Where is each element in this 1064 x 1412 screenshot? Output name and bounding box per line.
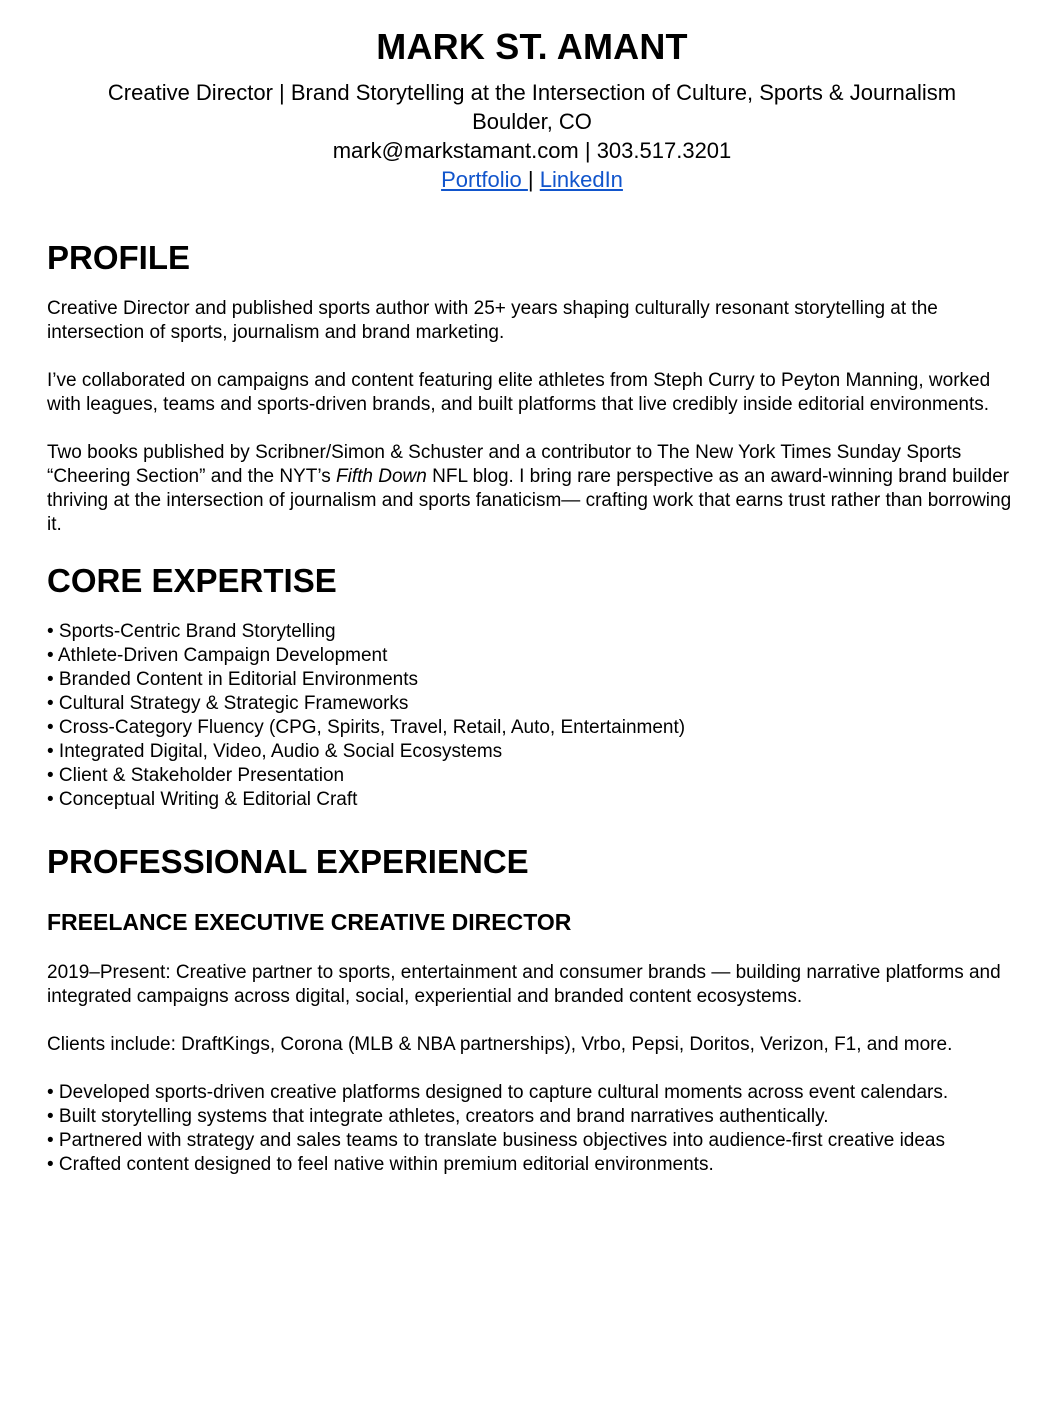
profile-paragraph-2: I’ve collaborated on campaigns and content featuring elite athletes from Steph Curry to Peyton Manning, worked with leagues, teams and sports-driven brands, and built platforms that live credibly inside editorial environments. xyxy=(47,370,991,415)
role-summary: 2019–Present: Creative partner to sports, entertainment and consumer brands — building narrative platforms and integrated campaigns across digital, social, experiential and branded content ecosystems. xyxy=(47,962,1001,1007)
portfolio-link[interactable]: Portfolio xyxy=(441,167,528,192)
professional-experience-heading: PROFESSIONAL EXPERIENCE xyxy=(47,843,529,880)
profile-links xyxy=(47,165,1017,194)
link-separator: | xyxy=(527,167,540,192)
expertise-item: • Branded Content in Editorial Environments xyxy=(47,669,419,690)
fifth-down-title: Fifth Down xyxy=(336,466,427,487)
resume-header xyxy=(47,0,1017,194)
role-title: FREELANCE EXECUTIVE CREATIVE DIRECTOR xyxy=(47,909,572,935)
profile-paragraph-3-end: NFL blog. I bring rare perspective as an award-winning brand builder thriving at the intersection of journalism and sports fanaticism— crafting work that earns trust rather than borrowing it. xyxy=(47,466,1012,535)
role-bullet: • Developed sports-driven creative platforms designed to capture cultural moments across event calendars. xyxy=(47,1082,949,1103)
role-details xyxy=(47,961,1017,1177)
profile-heading: PROFILE xyxy=(47,239,191,276)
tagline: Creative Director | Brand Storytelling at the Intersection of Culture, Sports & Journalism xyxy=(107,80,957,105)
role-clients: Clients include: DraftKings, Corona (MLB & NBA partnerships), Vrbo, Pepsi, Doritos, Verizon, F1, and more. xyxy=(47,1034,953,1055)
expertise-item: • Athlete-Driven Campaign Development xyxy=(47,645,388,666)
location: Boulder, CO xyxy=(472,109,592,134)
core-expertise-list xyxy=(47,620,1017,812)
role-bullet: • Built storytelling systems that integrate athletes, creators and brand narratives authentically. xyxy=(47,1106,829,1127)
candidate-name: MARK ST. AMANT xyxy=(376,26,688,67)
expertise-item: • Client & Stakeholder Presentation xyxy=(47,765,345,786)
header-details xyxy=(47,78,1017,194)
expertise-item: • Integrated Digital, Video, Audio & Social Ecosystems xyxy=(47,741,503,762)
contact-info: mark@markstamant.com | 303.517.3201 xyxy=(332,138,732,163)
profile-section xyxy=(47,297,1017,537)
linkedin-link[interactable]: LinkedIn xyxy=(539,167,623,192)
profile-paragraph-3-start: Two books published by Scribner/Simon & Schuster and a contributor to The New York Times Sunday Sports “Cheering Section” and the NYT’s xyxy=(47,442,962,487)
profile-paragraph-1: Creative Director and published sports author with 25+ years shaping culturally resonant storytelling at the intersection of sports, journalism and brand marketing. xyxy=(47,298,938,343)
expertise-item: • Cultural Strategy & Strategic Frameworks xyxy=(47,693,409,714)
expertise-item: • Cross-Category Fluency (CPG, Spirits, Travel, Retail, Auto, Entertainment) xyxy=(47,717,686,738)
profile-paragraph-3 xyxy=(47,441,1017,537)
role-bullet: • Crafted content designed to feel native within premium editorial environments. xyxy=(47,1154,714,1175)
expertise-item: • Conceptual Writing & Editorial Craft xyxy=(47,789,358,810)
role-bullet: • Partnered with strategy and sales teams to translate business objectives into audience-first creative ideas xyxy=(47,1130,946,1151)
core-expertise-heading: CORE EXPERTISE xyxy=(47,562,337,599)
expertise-item: • Sports-Centric Brand Storytelling xyxy=(47,621,336,642)
role-bullets xyxy=(47,1081,1017,1177)
